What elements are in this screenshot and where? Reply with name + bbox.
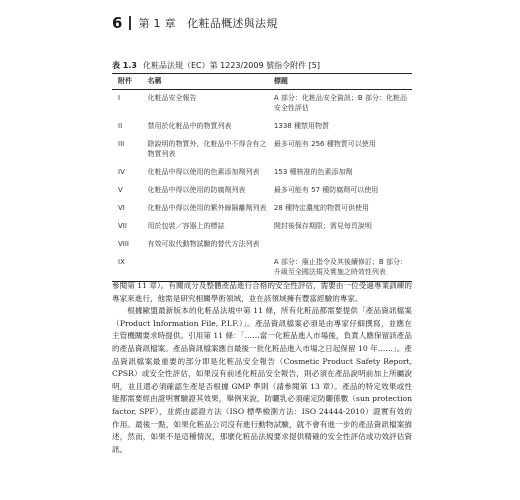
chapter-title: 第 1 章 化粧品概述與法規: [138, 17, 278, 30]
annex-cell: II: [118, 122, 123, 130]
name-cell: 除說明的物質外，化粧品中不得含有之物質列表: [147, 140, 267, 158]
title-cell: A 部分：化粧品安全資訊；B 部分：化粧品安全性評估: [273, 94, 407, 112]
table-caption: [112, 60, 320, 71]
column-header-title: 標題: [272, 74, 412, 90]
annex-cell: VI: [118, 204, 125, 212]
name-cell: 有效可取代動物試驗的替代方法列表: [147, 240, 260, 248]
table-row: [112, 136, 412, 164]
column-header-name: 名稱: [146, 74, 272, 90]
name-cell: [146, 254, 272, 282]
table-row: [112, 182, 412, 200]
annex-cell: V: [118, 186, 123, 194]
name-cell: 化粧品安全報告: [147, 94, 197, 102]
title-cell: 開封後保存期限；需見每頁說明: [273, 222, 372, 230]
table-row: [112, 90, 412, 119]
page-number: 6: [112, 14, 123, 32]
column-header-annex: 附件: [112, 74, 146, 90]
annex-cell: III: [118, 140, 125, 148]
table-row: [112, 236, 412, 254]
table-row: [112, 254, 412, 282]
title-cell: 153 種核准的色素添加劑: [273, 168, 353, 176]
title-cell: 1338 種禁用物質: [273, 122, 329, 130]
annex-cell: VIII: [118, 240, 129, 248]
body-text: [112, 280, 412, 456]
name-cell: 化粧品中得以使用的色素添加劑列表: [147, 168, 260, 176]
name-cell: 用於包裝／容器上的標誌: [147, 222, 225, 230]
table-header-row: [112, 74, 412, 90]
title-cell: 最多可能有 256 種物質可以使用: [273, 140, 376, 148]
title-cell: [272, 236, 412, 254]
annex-table: [112, 73, 412, 282]
title-cell: A 部分：廢止指令及其後續修訂；B 部分：升級至全國法規及實施之時效性列表: [272, 254, 412, 282]
name-cell: 化粧品中得以使用的紫外線隔離劑列表: [147, 204, 267, 212]
table-caption-text: 化粧品法規（EC）第 1223/2009 號指令附件 [5]: [142, 61, 320, 70]
body-paragraph: 根據歐盟最新版本的化粧品法規中第 11 條，所有化粧品都需要提供「產品資訊檔案（Product Information File, P.I.F.）」。產品資訊檔案必須是由專家仔細撰寫，並應在主管機關要求時提供。引用第 11 條：「……當一化粧品進入市場後，負責人應保留該產品的產品資訊檔案。產品資訊檔案應自最後一批化粧品進入市場之日起保留 10 年……」。產品資訊檔案最重要的部分即是化粧品安全報告（Cosmetic Product Safety Report, CPSR）或安全性評估，如果沒有前述化粧品安全報告，則必須在產品說明前加上所屬說明，並且還必須確認生產是否根據 GMP 準則（請參閱第 13 章）。產品的特定效果或性能都需要經由證明實驗證其效果，舉例來說，防曬乳必須確定防曬係數（sun protection factor, SPF），並經由認證方法（ISO 標準檢測方法：ISO 24444-2010）證實有效的作用。最後一點，如果化粧品公司沒有進行動物試驗，就不會有進一步的產品資訊檔案描述，然而，如果不是這種情況，那麼化粧品法規要求提供精確的安全性評估或功效評估資訊。: [112, 306, 412, 454]
annex-cell: IX: [112, 254, 146, 282]
title-cell: 最多可能有 57 種防腐劑可以使用: [273, 186, 379, 194]
annex-cell: VII: [118, 222, 127, 230]
annex-cell: IV: [118, 168, 125, 176]
name-cell: 禁用於化粧品中的物質列表: [147, 122, 232, 130]
table-row: [112, 200, 412, 218]
title-cell: 28 種特定濃度的物質可供使用: [273, 204, 370, 212]
header-divider: [129, 16, 131, 30]
table-number: 表 1.3: [112, 61, 137, 70]
table-row: [112, 218, 412, 236]
table-row: [112, 118, 412, 136]
name-cell: 化粧品中得以使用的防腐劑列表: [147, 186, 246, 194]
annex-cell: I: [118, 94, 121, 102]
body-paragraph: 參閱第 11 章）。有關成分及整體產品進行合格的安全性評估，需要由一位受過專業訓練的專家來進行，他需是研究相關學術領域，並在該領域擁有豐富經驗的專家。: [112, 281, 412, 303]
running-header: [112, 14, 278, 32]
table-row: [112, 164, 412, 182]
